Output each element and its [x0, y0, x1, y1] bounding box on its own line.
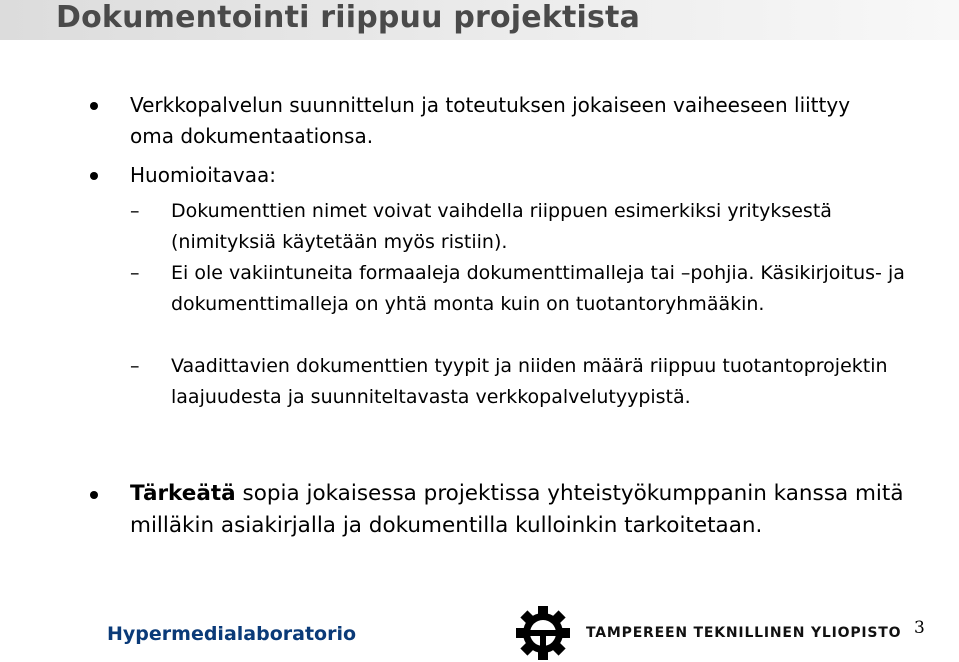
- bullet-marker: [90, 491, 98, 499]
- tut-gear-logo-icon: [514, 604, 572, 662]
- sub-item: Vaadittavien dokumenttien tyypit ja niiden määrä riippuu tuotantoprojektin laajuudesta ja suunniteltavasta verkkopalvelutyypistä.: [171, 355, 888, 408]
- bullet-marker: [90, 102, 98, 110]
- bullet-marker: [90, 172, 98, 180]
- university-name: TAMPEREEN TEKNILLINEN YLIOPISTO: [586, 625, 902, 641]
- final-bullet: [130, 478, 910, 542]
- final-bullet-text: sopia jokaisessa projektissa yhteistyökumppanin kanssa mitä milläkin asiakirjalla ja dokumentilla kulloinkin tarkoitetaan.: [130, 481, 904, 538]
- lab-name: Hypermedialaboratorio: [107, 623, 357, 645]
- slide-title: Dokumentointi riippuu projektista: [56, 0, 641, 35]
- dash-marker: –: [130, 200, 140, 222]
- sub-item: Dokumenttien nimet voivat vaihdella riippuen esimerkiksi yrityksestä (nimityksiä käytetään myös ristiin).: [171, 200, 832, 253]
- page-number: 3: [914, 618, 925, 638]
- sub-item: Ei ole vakiintuneita formaaleja dokumenttimalleja tai –pohjia. Käsikirjoitus- ja dokumenttimalleja on yhtä monta kuin on tuotantoryhmääkin.: [171, 262, 905, 315]
- dash-marker: –: [130, 355, 140, 377]
- emphasis-text: Tärkeätä: [130, 481, 236, 506]
- bullet-item: Huomioitavaa:: [130, 163, 276, 187]
- bullet-item: Verkkopalvelun suunnittelun ja toteutuksen jokaiseen vaiheeseen liittyy oma dokumentaationsa.: [130, 93, 851, 148]
- dash-marker: –: [130, 262, 140, 284]
